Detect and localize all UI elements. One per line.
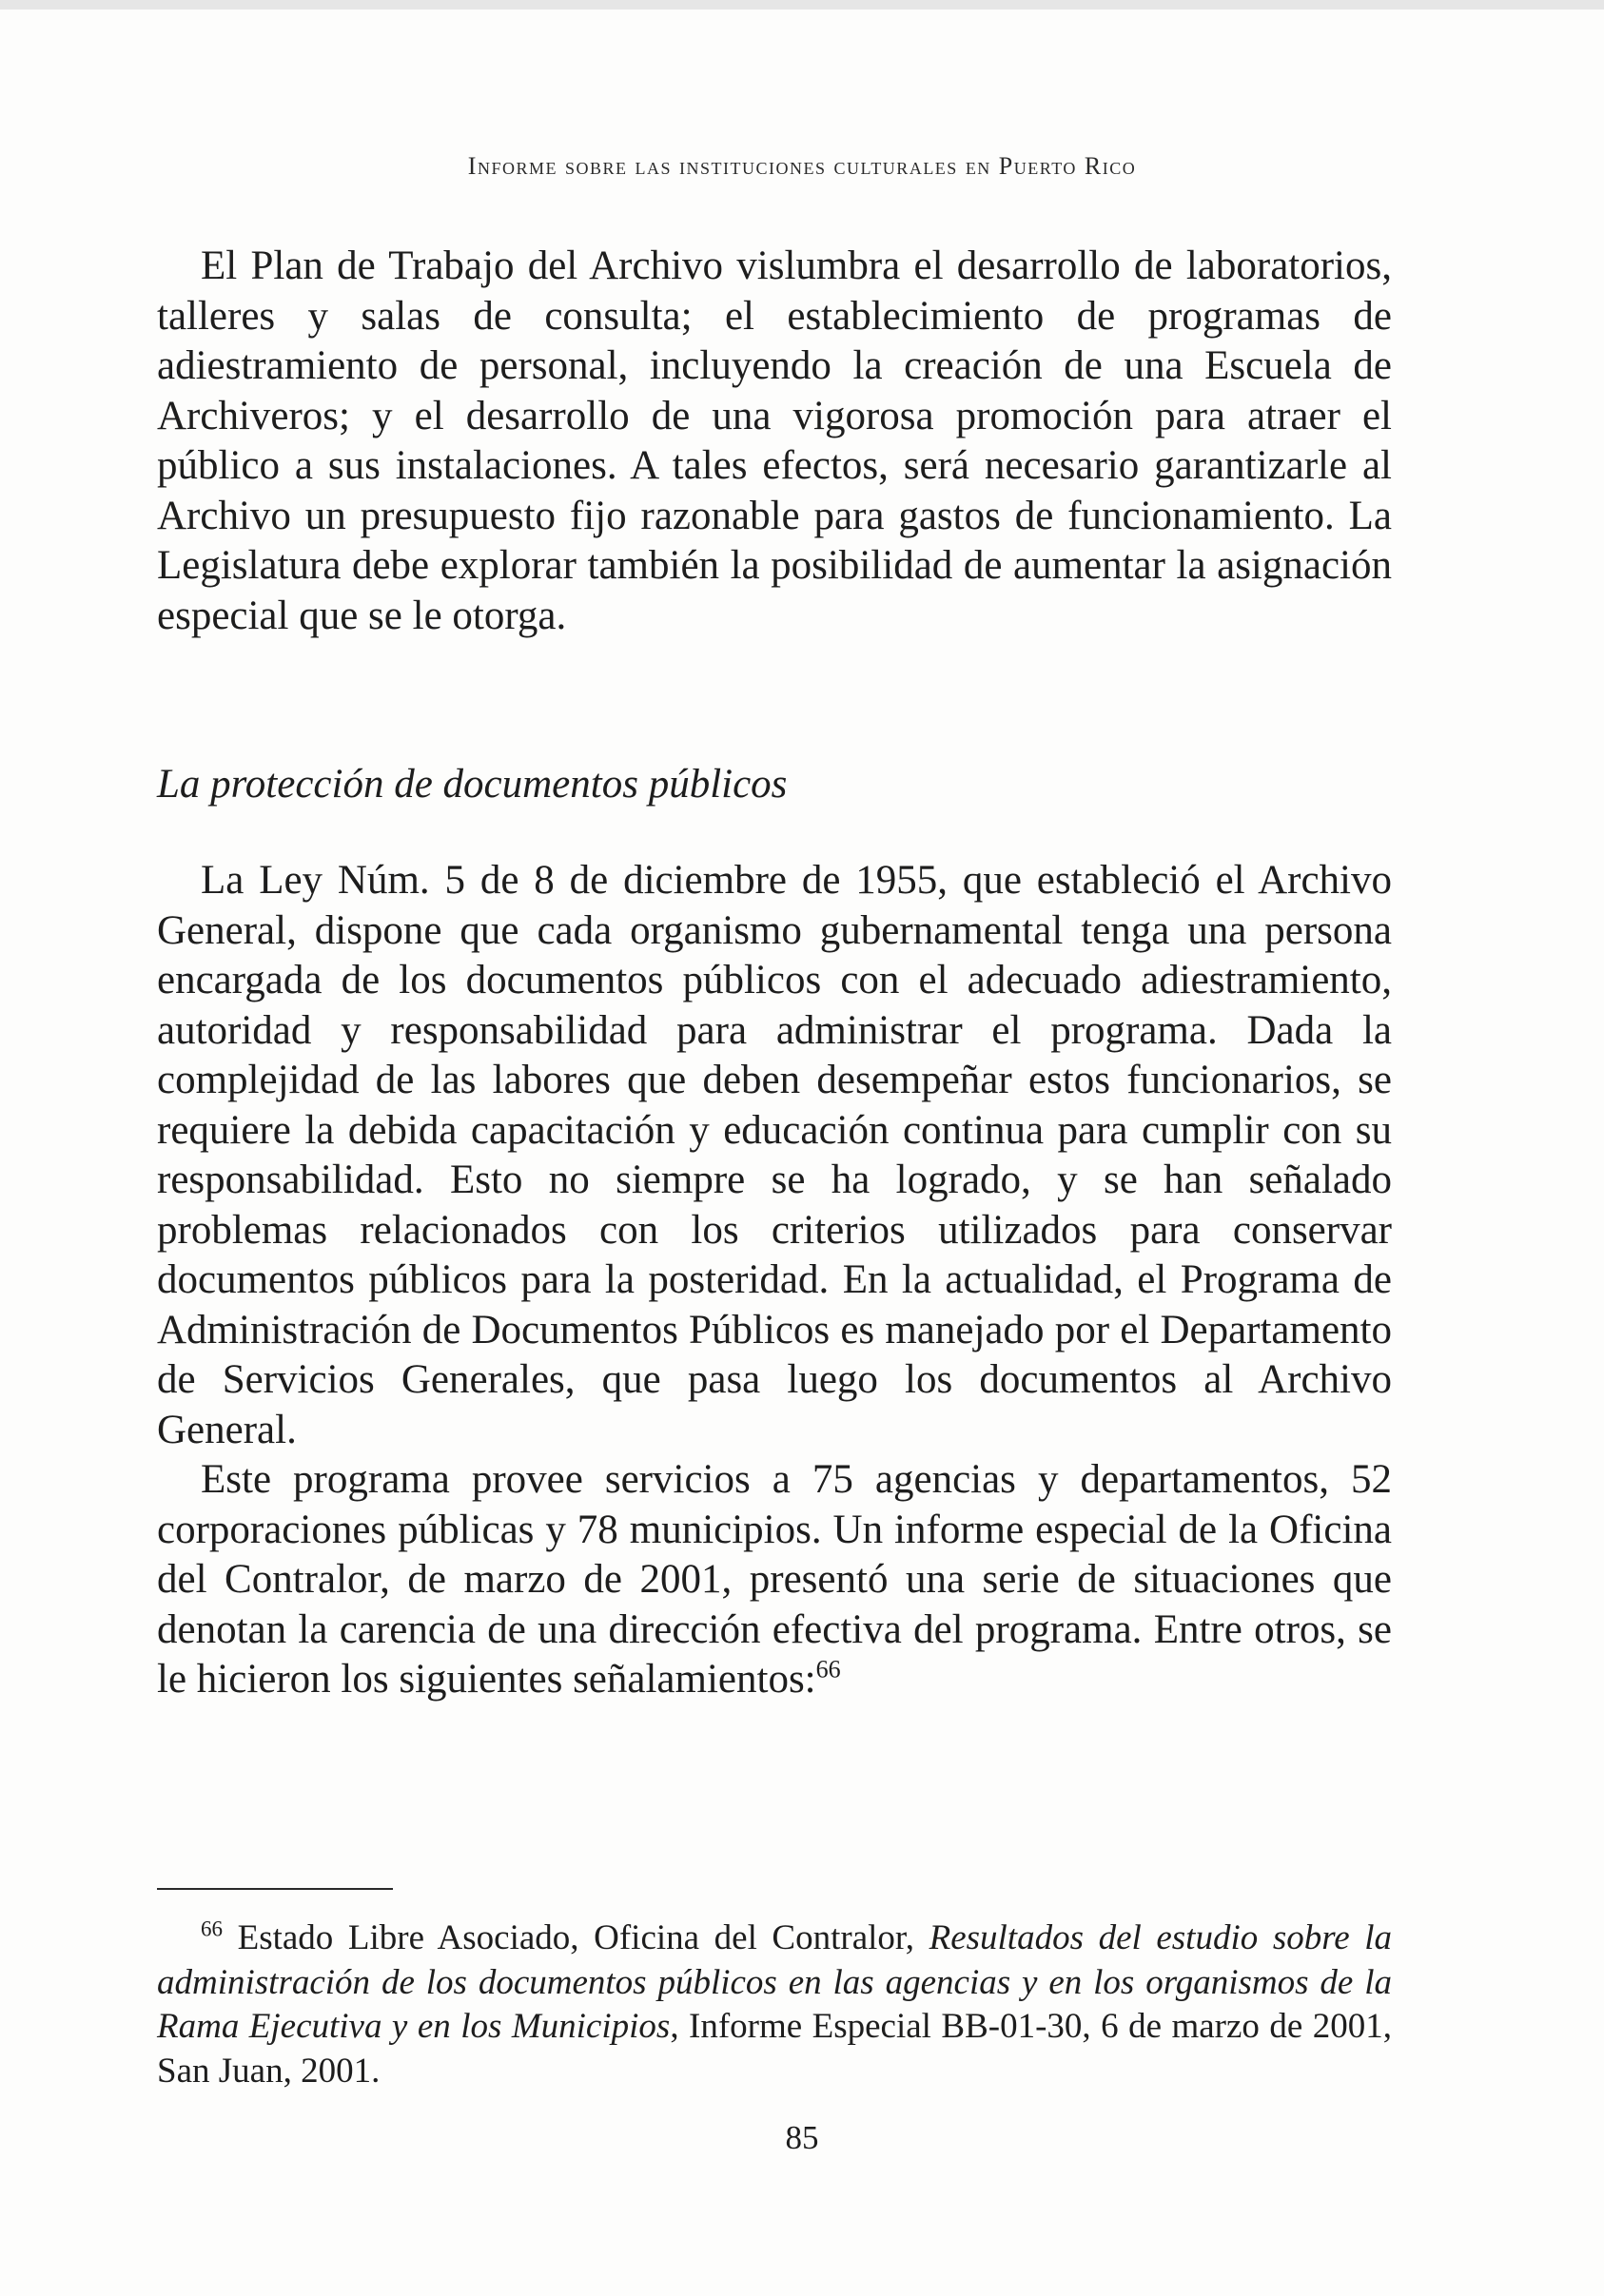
paragraph-law-number-5: La Ley Núm. 5 de 8 de diciembre de 1955, que estableció el Archivo General, dispone que cada organismo gubernamental tenga una persona encargada de los documentos públicos con el adecuado adiestramiento, autoridad y responsabilidad para administrar el programa. Dada la complejidad de las labores que deben desempeñar estos funcionarios, se requiere la debida capacitación y educación continua para cumplir con su responsabilidad. Esto no siempre se ha logrado, y se han señalado problemas relacionados con los criterios utilizados para conservar documentos públicos para la posteridad. En la actualidad, el Programa de Administración de Documentos Públicos es manejado por el Departamento de Servicios Generales, que pasa luego los documentos al Archivo General. bbox=[157, 858, 1392, 1452]
paragraph-program-services bbox=[157, 1455, 1392, 1705]
footnote-rule bbox=[157, 1888, 393, 1890]
footnote-italic-title: Resultados del estudio sobre la administración de los documentos públicos en las agencias y en los organismos de la Rama Ejecutiva y en los Municipios bbox=[157, 1918, 1393, 2046]
footnote-number: 66 bbox=[201, 1917, 223, 1941]
footnote bbox=[157, 1917, 1392, 2093]
section-heading: La protección de documentos públicos bbox=[157, 762, 788, 807]
footnote-text-after: , Informe Especial BB-01-30, 6 de marzo de 2001, San Juan, 2001. bbox=[157, 2007, 1392, 2091]
body-text-block bbox=[157, 242, 1392, 641]
body-text-block bbox=[157, 856, 1392, 1705]
paragraph-program-services-text: Este programa provee servicios a 75 agencias y departamentos, 52 corporaciones públicas y 78 municipios. Un informe especial de la Oficina del Contralor, de marzo de 2001, presentó una serie de situaciones que denotan la carencia de una dirección efectiva del programa. Entre otros, se le hicieron los siguientes señalamientos: bbox=[157, 1457, 1392, 1702]
page-number: 85 bbox=[785, 2119, 819, 2156]
footnote-text-before: Estado Libre Asociado, Oficina del Contralor, bbox=[237, 1918, 915, 1957]
running-head: Informe sobre las instituciones culturales en Puerto Rico bbox=[467, 152, 1137, 180]
paragraph-archive-plan: El Plan de Trabajo del Archivo vislumbra el desarrollo de laboratorios, talleres y salas de consulta; el establecimiento de programas de adiestramiento de personal, incluyendo la creación de una Escuela de Archiveros; y el desarrollo de una vigorosa promoción para atraer el público a sus instalaciones. A tales efectos, será necesario garantizarle al Archivo un presupuesto fijo razonable para gastos de funcionamiento. La Legislatura debe explorar también la posibilidad de aumentar la asignación especial que se le otorga. bbox=[157, 243, 1392, 638]
footnote-marker: 66 bbox=[815, 1655, 841, 1683]
